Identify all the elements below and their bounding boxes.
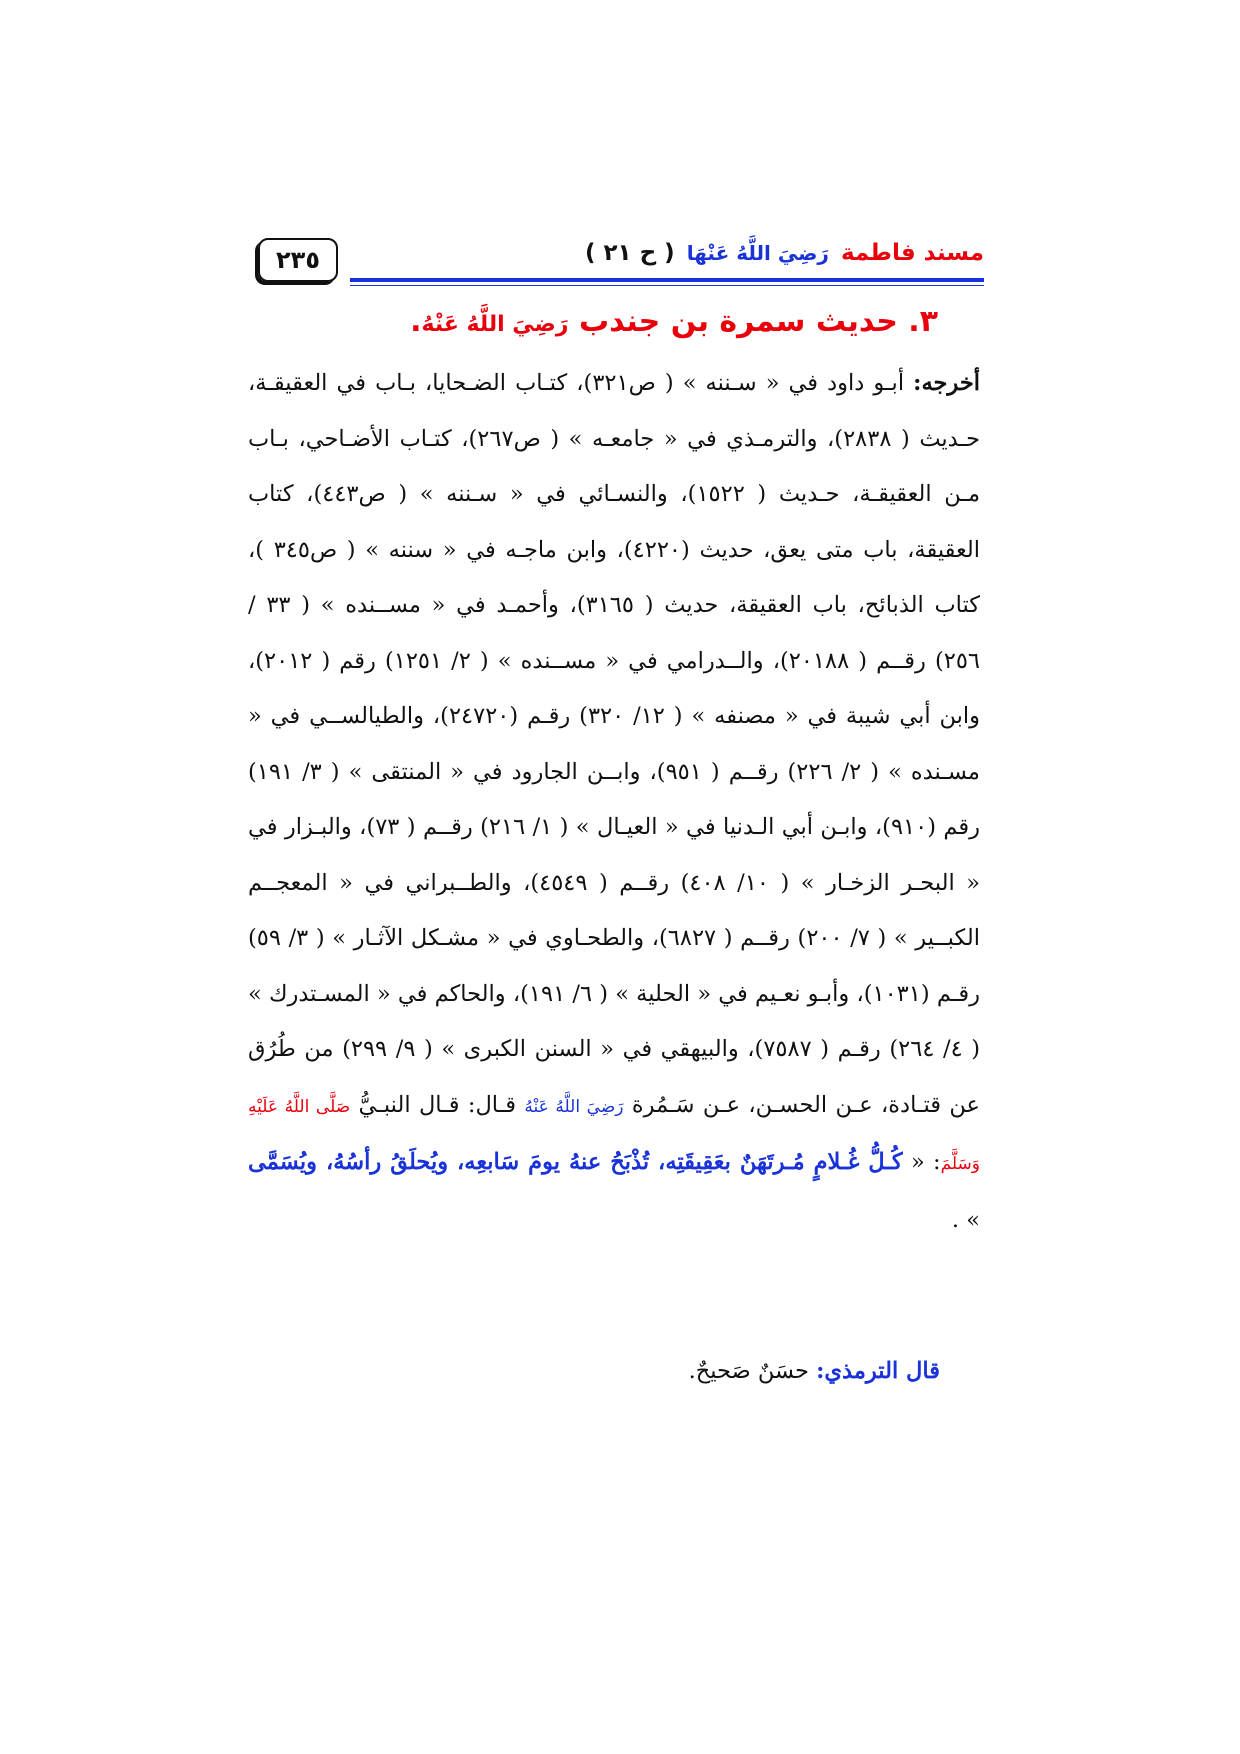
verdict-text: حسَنٌ صَحيحٌ.: [688, 1358, 817, 1384]
page-number: ٢٣٥: [276, 246, 320, 274]
narrator-honorific: رَضِيَ اللَّهُ عَنْهُ: [524, 1096, 624, 1117]
book-honorific: رَضِيَ اللَّهُ عَنْهَا: [686, 241, 829, 265]
hadith-text: كُـلُّ غُـلامٍ مُـرتَهَنٌ بعَقِيقَتِه، تُذْبَحُ عنهُ يومَ سَابعِه، ويُحلَقُ رأسُهُ، ويُسَمَّى: [248, 1149, 903, 1175]
page-number-box: [258, 238, 338, 282]
prophet-honorific: صَلَّى اللَّهُ عَلَيْهِ وَسَلَّمَ: [248, 1096, 980, 1174]
section-heading-honorific: رَضِيَ اللَّهُ عَنْهُ: [421, 312, 569, 337]
header-rule-thick: [350, 278, 984, 282]
takhrij-sources: أبـو داود في « سـننه » ( ص٣٢١)، كتـاب الضـحايا، بـاب في العقيقـة، حـديث ( ٢٨٣٨)، والترمـذي في « جامعـه » ( ص٢٦٧)، كتـاب الأضـاحي، بـاب مـن العقيقـة، حـديث ( ١٥٢٢)، والنسـائي في « سـننه » ( ص٤٤٣)، كتاب العقيقة، باب متى يعق، حديث (٤٢٢٠)، وابن ماجـه في « سننه » ( ص٣٤٥ )، كتاب الذبائح، باب العقيقة، حديث ( ٣١٦٥)، وأحمـد في « مســنده » ( ٣٣ / ٢٥٦) رقــم ( ٢٠١٨٨)، والــدرامي في « مســنده » ( ٢/ ١٢٥١) رقم ( ٢٠١٢)، وابن أبي شيبة في « مصنفه » ( ١٢/ ٣٢٠) رقـم (٢٤٧٢٠)، والطيالســي في « مسـنده » ( ٢/ ٢٢٦) رقــم ( ٩٥١)، وابــن الجارود في « المنتقى » ( ٣/ ١٩١) رقم (٩١٠)، وابـن أبي الـدنيا في « العيـال » ( ١/ ٢١٦) رقــم ( ٧٣)، والبـزار في « البحـر الزخـار » ( ١٠/ ٤٠٨) رقــم ( ٤٥٤٩)، والطــبراني في « المعجــم الكبــير » ( ٧/ ٢٠٠) رقــم ( ٦٨٢٧)، والطحـاوي في « مشـكل الآثـار » ( ٣/ ٥٩) رقـم (١٠٣١)، وأبـو نعـيم في « الحلية » ( ٦/ ١٩١)، والحاكم في « المسـتدرك » ( ٤/ ٢٦٤) رقـم ( ٧٥٨٧)، والبيهقي في « السنن الكبرى » ( ٩/ ٢٩٩) من طُرُق عن قتـادة، عـن الحسـن، عـن سَـمُرة: [248, 370, 981, 1118]
hadith-reference: ( ح ٢١ ): [584, 240, 675, 266]
narration-said: قـال: قـال النبـيُّ: [350, 1091, 525, 1118]
running-title: [585, 240, 984, 266]
section-heading-text: ٣. حديث سمرة بن جندب: [578, 304, 938, 339]
section-heading-end: .: [410, 304, 422, 339]
takhrij-lead: أخرجه:: [913, 370, 980, 396]
header-rule-thin: [350, 285, 984, 286]
section-heading: [410, 304, 938, 339]
book-title: مسند فاطمة: [840, 240, 984, 266]
quote-open: : «: [902, 1149, 941, 1175]
takhrij-paragraph: [248, 356, 980, 1248]
page-header: [258, 236, 984, 282]
quote-close: » .: [951, 1206, 980, 1233]
verdict-label: قال الترمذي:: [816, 1358, 940, 1384]
tirmidhi-verdict: [689, 1358, 940, 1384]
